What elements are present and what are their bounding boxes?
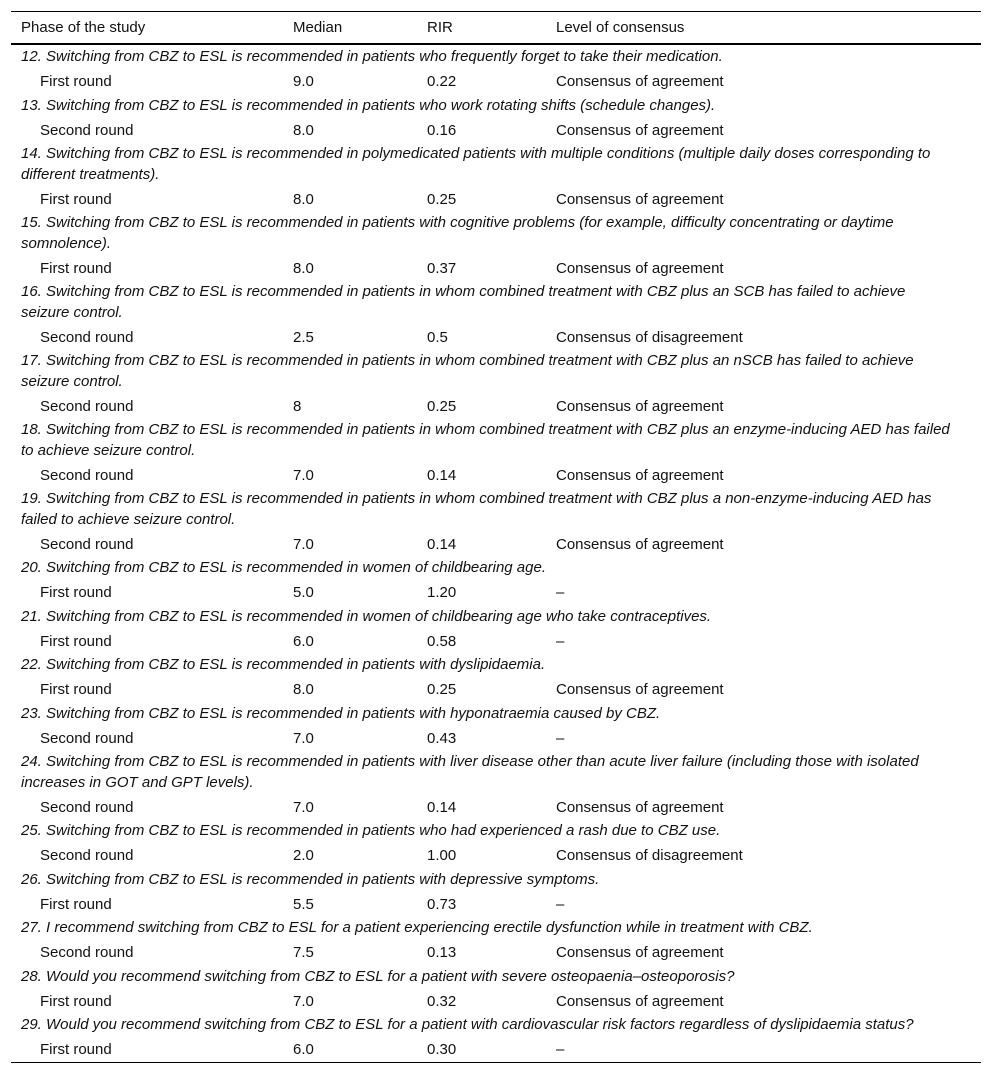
consensus-cell: Consensus of disagreement xyxy=(556,328,743,346)
phase-cell: First round xyxy=(40,895,112,913)
phase-cell: First round xyxy=(40,681,112,698)
result-row xyxy=(11,256,981,280)
consensus-cell: – xyxy=(556,584,565,601)
rir-cell: 1.20 xyxy=(427,584,457,601)
phase-cell: Second round xyxy=(40,466,134,484)
statement-row: 29. Would you recommend switching from CBZ to ESL for a patient with cardiovascular risk factors regardless of dyslipidaemia status? xyxy=(21,1016,914,1033)
header-consensus: Level of consensus xyxy=(556,18,685,36)
statement-row: 25. Switching from CBZ to ESL is recommended in patients who had experienced a rash due to CBZ use. xyxy=(21,822,721,839)
consensus-cell: – xyxy=(556,895,565,913)
result-row xyxy=(11,532,981,556)
phase-cell: Second round xyxy=(40,798,134,816)
table-body xyxy=(11,45,981,1062)
rir-cell: 0.22 xyxy=(427,73,457,90)
consensus-cell: – xyxy=(556,729,565,747)
consensus-cell: – xyxy=(556,1041,565,1058)
rir-cell: 0.14 xyxy=(427,798,457,816)
statement-row: 17. Switching from CBZ to ESL is recommended in patients in whom combined treatment with CBZ plus an nSCB has failed to achieve seizure control. xyxy=(21,352,914,390)
phase-cell: First round xyxy=(40,992,112,1010)
consensus-cell: Consensus of agreement xyxy=(556,535,724,553)
consensus-cell: Consensus of agreement xyxy=(556,944,724,961)
phase-cell: Second round xyxy=(40,328,134,346)
consensus-cell: Consensus of agreement xyxy=(556,681,724,698)
median-cell: 8.0 xyxy=(293,681,314,698)
median-cell: 9.0 xyxy=(293,73,314,90)
consensus-cell: Consensus of agreement xyxy=(556,798,724,816)
phase-cell: First round xyxy=(40,1041,112,1058)
median-cell: 8.0 xyxy=(293,259,314,277)
rir-cell: 0.25 xyxy=(427,681,457,698)
median-cell: 7.0 xyxy=(293,798,314,816)
median-cell: 8 xyxy=(293,397,302,415)
phase-cell: Second round xyxy=(40,535,134,553)
statement-row: 21. Switching from CBZ to ESL is recommended in women of childbearing age who take contraceptives. xyxy=(21,607,712,625)
result-row xyxy=(11,1038,981,1062)
statement-row: 18. Switching from CBZ to ESL is recommended in patients in whom combined treatment with CBZ plus an enzyme-inducing AED has failed to achieve seizure control. xyxy=(21,421,950,459)
rir-cell: 0.5 xyxy=(427,328,448,346)
table-header xyxy=(11,12,981,45)
result-row xyxy=(11,463,981,487)
result-row xyxy=(11,726,981,750)
median-cell: 2.5 xyxy=(293,328,314,346)
consensus-cell: Consensus of agreement xyxy=(556,190,724,208)
median-cell: 7.0 xyxy=(293,466,314,484)
statement-row: 28. Would you recommend switching from CBZ to ESL for a patient with severe osteopaenia–osteoporosis? xyxy=(21,967,735,985)
header-phase: Phase of the study xyxy=(21,18,146,36)
result-row xyxy=(11,581,981,605)
statement-row: 16. Switching from CBZ to ESL is recommended in patients in whom combined treatment with CBZ plus an SCB has failed to achieve seizure control. xyxy=(21,283,906,321)
phase-cell: Second round xyxy=(40,729,134,747)
consensus-cell: Consensus of agreement xyxy=(556,466,724,484)
median-cell: 7.0 xyxy=(293,992,314,1010)
median-cell: 8.0 xyxy=(293,190,314,208)
median-cell: 8.0 xyxy=(293,121,314,139)
result-row xyxy=(11,394,981,418)
result-row xyxy=(11,844,981,868)
result-row xyxy=(11,678,981,702)
phase-cell: Second round xyxy=(40,847,134,864)
consensus-cell: Consensus of agreement xyxy=(556,992,724,1010)
phase-cell: First round xyxy=(40,584,112,601)
statement-row: 23. Switching from CBZ to ESL is recommended in patients with hyponatraemia caused by CBZ. xyxy=(21,704,661,722)
rir-cell: 0.14 xyxy=(427,535,457,553)
result-row xyxy=(11,941,981,965)
phase-cell: Second round xyxy=(40,944,134,961)
median-cell: 6.0 xyxy=(293,1041,314,1058)
rir-cell: 0.16 xyxy=(427,121,457,139)
result-row xyxy=(11,795,981,819)
result-row xyxy=(11,629,981,653)
median-cell: 5.5 xyxy=(293,895,314,913)
statement-row: 24. Switching from CBZ to ESL is recommended in patients with liver disease other than acute liver failure (including those with isolated increases in GOT and GPT levels). xyxy=(21,753,919,791)
statement-row: 20. Switching from CBZ to ESL is recommended in women of childbearing age. xyxy=(21,559,546,576)
statement-row: 13. Switching from CBZ to ESL is recommended in patients who work rotating shifts (schedule changes). xyxy=(21,96,716,114)
median-cell: 7.0 xyxy=(293,535,314,553)
consensus-cell: Consensus of agreement xyxy=(556,121,724,139)
median-cell: 2.0 xyxy=(293,847,314,864)
consensus-cell: – xyxy=(556,632,565,650)
statement-row: 14. Switching from CBZ to ESL is recommended in polymedicated patients with multiple conditions (multiple daily doses corresponding to different treatments). xyxy=(21,145,931,183)
statement-row: 22. Switching from CBZ to ESL is recommended in patients with dyslipidaemia. xyxy=(21,656,546,673)
rir-cell: 0.30 xyxy=(427,1041,457,1058)
rir-cell: 0.73 xyxy=(427,895,457,913)
rir-cell: 0.32 xyxy=(427,992,457,1010)
statement-row: 19. Switching from CBZ to ESL is recommended in patients in whom combined treatment with CBZ plus a non-enzyme-inducing AED has failed to achieve seizure control. xyxy=(21,490,932,528)
phase-cell: First round xyxy=(40,190,112,208)
rir-cell: 0.25 xyxy=(427,190,457,208)
phase-cell: First round xyxy=(40,73,112,90)
rir-cell: 0.43 xyxy=(427,729,457,747)
result-row xyxy=(11,70,981,94)
phase-cell: Second round xyxy=(40,397,134,415)
result-row xyxy=(11,892,981,916)
consensus-cell: Consensus of agreement xyxy=(556,259,724,277)
median-cell: 7.0 xyxy=(293,729,314,747)
phase-cell: First round xyxy=(40,632,112,650)
header-rir: RIR xyxy=(427,18,453,36)
result-row xyxy=(11,187,981,211)
result-row xyxy=(11,325,981,349)
rir-cell: 0.13 xyxy=(427,944,457,961)
rir-cell: 0.25 xyxy=(427,397,457,415)
consensus-table xyxy=(11,11,981,1063)
consensus-cell: Consensus of disagreement xyxy=(556,847,743,864)
median-cell: 5.0 xyxy=(293,584,314,601)
statement-row: 27. I recommend switching from CBZ to ESL for a patient experiencing erectile dysfunction while in treatment with CBZ. xyxy=(21,919,813,936)
phase-cell: First round xyxy=(40,259,112,277)
rir-cell: 0.58 xyxy=(427,632,457,650)
median-cell: 7.5 xyxy=(293,944,314,961)
statement-row: 26. Switching from CBZ to ESL is recommended in patients with depressive symptoms. xyxy=(21,870,600,888)
rir-cell: 0.37 xyxy=(427,259,457,277)
phase-cell: Second round xyxy=(40,121,134,139)
statement-row: 12. Switching from CBZ to ESL is recommended in patients who frequently forget to take their medication. xyxy=(21,48,723,65)
header-median: Median xyxy=(293,18,343,36)
consensus-cell: Consensus of agreement xyxy=(556,397,724,415)
consensus-cell: Consensus of agreement xyxy=(556,73,724,90)
rir-cell: 0.14 xyxy=(427,466,457,484)
rir-cell: 1.00 xyxy=(427,847,457,864)
result-row xyxy=(11,989,981,1013)
statement-row: 15. Switching from CBZ to ESL is recommended in patients with cognitive problems (for example, difficulty concentrating or daytime somnolence). xyxy=(21,214,894,252)
result-row xyxy=(11,118,981,142)
median-cell: 6.0 xyxy=(293,632,314,650)
